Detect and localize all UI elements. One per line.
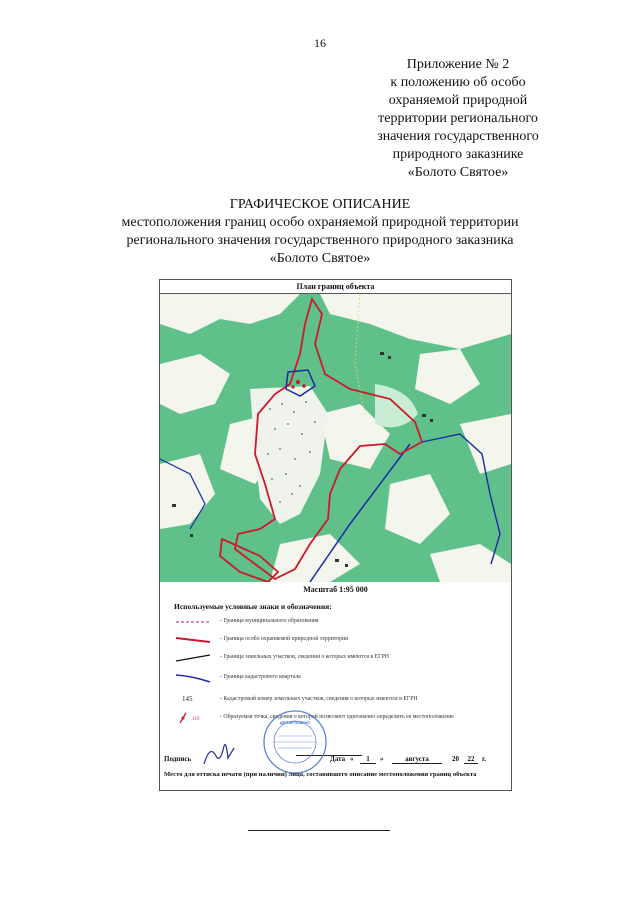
oopt-border-symbol	[174, 634, 212, 646]
page-number: 16	[314, 36, 326, 50]
date-month: августа	[392, 755, 442, 764]
title-line: местоположения границ особо охраняемой природной территории	[121, 215, 519, 230]
date-year-suffix: 22	[464, 755, 478, 764]
legend-text: - Граница земельных участков, сведения о которых имеются в ЕГРН	[220, 654, 389, 660]
seal-place-line: Место для оттиска печати (при наличии) лица, составившего описание местоположения границ объекта	[164, 771, 477, 778]
appendix-line: «Болото Святое»	[407, 165, 509, 180]
date-label: Дата	[330, 755, 346, 763]
title-line: регионального значения государственного природного заказника	[126, 233, 514, 248]
appendix-line: территории регионального	[378, 111, 538, 126]
official-stamp	[260, 708, 330, 776]
date-year-end: г.	[482, 755, 487, 763]
boundary-plan-frame	[159, 279, 512, 791]
date-year-prefix: 20	[452, 755, 459, 763]
stamp-text: ДЕПАРТАМЕНТ	[279, 720, 311, 725]
legend-text: - Граница кадастрового квартала	[220, 674, 301, 680]
date-day: 1	[360, 755, 376, 764]
appendix-line: к положению об особо	[390, 75, 526, 90]
title-line: «Болото Святое»	[269, 251, 371, 266]
appendix-line: охраняемой природной	[388, 93, 528, 108]
date-close-quote: »	[380, 755, 384, 763]
legend-title: Используемые условные знаки и обозначения:	[174, 602, 332, 611]
appendix-block	[348, 56, 568, 182]
legend-text: - Граница муниципального образования	[220, 618, 319, 624]
legend-row	[174, 652, 504, 664]
footer-divider	[248, 830, 390, 831]
legend-text: - Образуемая точка, сведения о которой позволяют однозначно определить ее местоположение	[220, 714, 454, 720]
appendix-line: природного заказнике	[392, 147, 524, 162]
date-open-quote: «	[350, 755, 354, 763]
title-heading: ГРАФИЧЕСКОЕ ОПИСАНИЕ	[229, 197, 411, 212]
signature-label: Подпись	[164, 755, 192, 763]
appendix-line: Приложение № 2	[406, 57, 510, 72]
cadastral-number-sample: 145	[182, 695, 193, 703]
legend-text: - Граница особо охраняемой природной территории	[220, 636, 349, 642]
appendix-line: значения государственного	[377, 129, 539, 144]
land-plot-border-symbol	[174, 652, 212, 664]
cadastral-block-border-symbol	[174, 672, 212, 684]
legend-row	[174, 634, 504, 646]
legend-row	[174, 712, 504, 724]
signature-row	[160, 720, 511, 770]
legend-row	[174, 694, 504, 706]
map-scale: Масштаб 1:95 000	[303, 585, 368, 594]
muni-border-symbol	[174, 616, 212, 628]
legend-text: - Кадастровый номер земельных участков, сведения о которых имеются в ЕГРН	[220, 696, 418, 702]
legend-row	[174, 616, 504, 628]
boundary-point-label: 119	[192, 717, 200, 722]
document-title	[40, 196, 600, 268]
handwritten-signature	[200, 738, 240, 768]
plan-header: План границ объекта	[160, 280, 511, 294]
topographic-map	[160, 294, 511, 582]
legend-row	[174, 672, 504, 684]
